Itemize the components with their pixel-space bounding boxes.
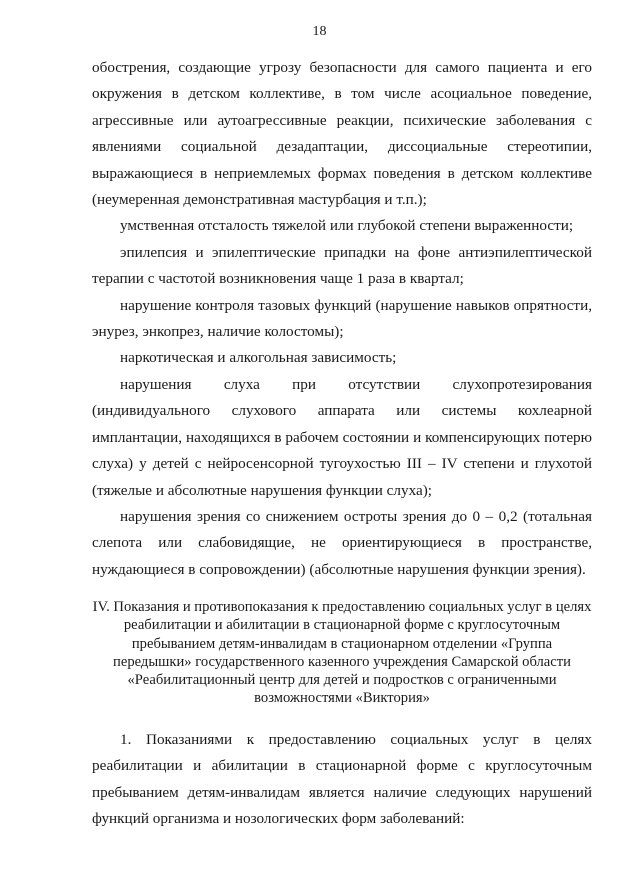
paragraph-epilepsy: эпилепсия и эпилептические припадки на фоне антиэпилептической терапии с частотой возникновения чаще 1 раза в квартал;	[92, 243, 592, 288]
paragraph-vision: нарушения зрения со снижением остроты зрения до 0 – 0,2 (тотальная слепота или слабовидящие, не ориентирующиеся в пространстве, нуждающиеся в сопровождении) (абсолютные нарушения функции зрения).	[92, 507, 592, 578]
section-body	[92, 727, 592, 833]
paragraph-continuation: обострения, создающие угрозу безопасности для самого пациента и его окружения в детском коллективе, в том числе асоциальное поведение, агрессивные или аутоагрессивные реакции, психические заболевания с явлениями социальной дезадаптации, диссоциальные стереотипии, выражающиеся в неприемлемых формах поведения в детском коллективе (неумеренная демонстративная мастурбация и т.п.);	[92, 59, 592, 209]
paragraph-mental-retardation: умственная отсталость тяжелой или глубокой степени выраженности;	[120, 217, 574, 235]
paragraph-indications: 1. Показаниями к предоставлению социальных услуг в целях реабилитации и абилитации в стационарной форме с круглосуточным пребыванием детям-инвалидам является наличие следующих нарушений функций организма и нозологических форм заболеваний:	[92, 731, 592, 828]
paragraph-pelvic-functions: нарушение контроля тазовых функций (нарушение навыков опрятности, энурез, энкопрез, наличие колостомы);	[92, 296, 592, 341]
page-number: 18	[312, 24, 327, 39]
document-body	[92, 55, 592, 583]
paragraph-addiction: наркотическая и алкогольная зависимость;	[120, 349, 397, 367]
paragraph-hearing: нарушения слуха при отсутствии слухопротезирования (индивидуального слухового аппарата или системы кохлеарной имплантации, находящихся в рабочем состоянии и компенсирующих потерю слуха) у детей с нейросенсорной тугоухостью III – IV степени и глухотой (тяжелые и абсолютные нарушения функции слуха);	[92, 375, 592, 499]
section-heading: IV. Показания и противопоказания к предоставлению социальных услуг в целях реабилитации и абилитации в стационарной форме с круглосуточным пребыванием детям-инвалидам в стационарном отделении «Группа передышки» государственного казенного учреждения Самарской области «Реабилитационный центр для детей и подростков с ограниченными возможностями «Виктория»	[92, 599, 592, 707]
